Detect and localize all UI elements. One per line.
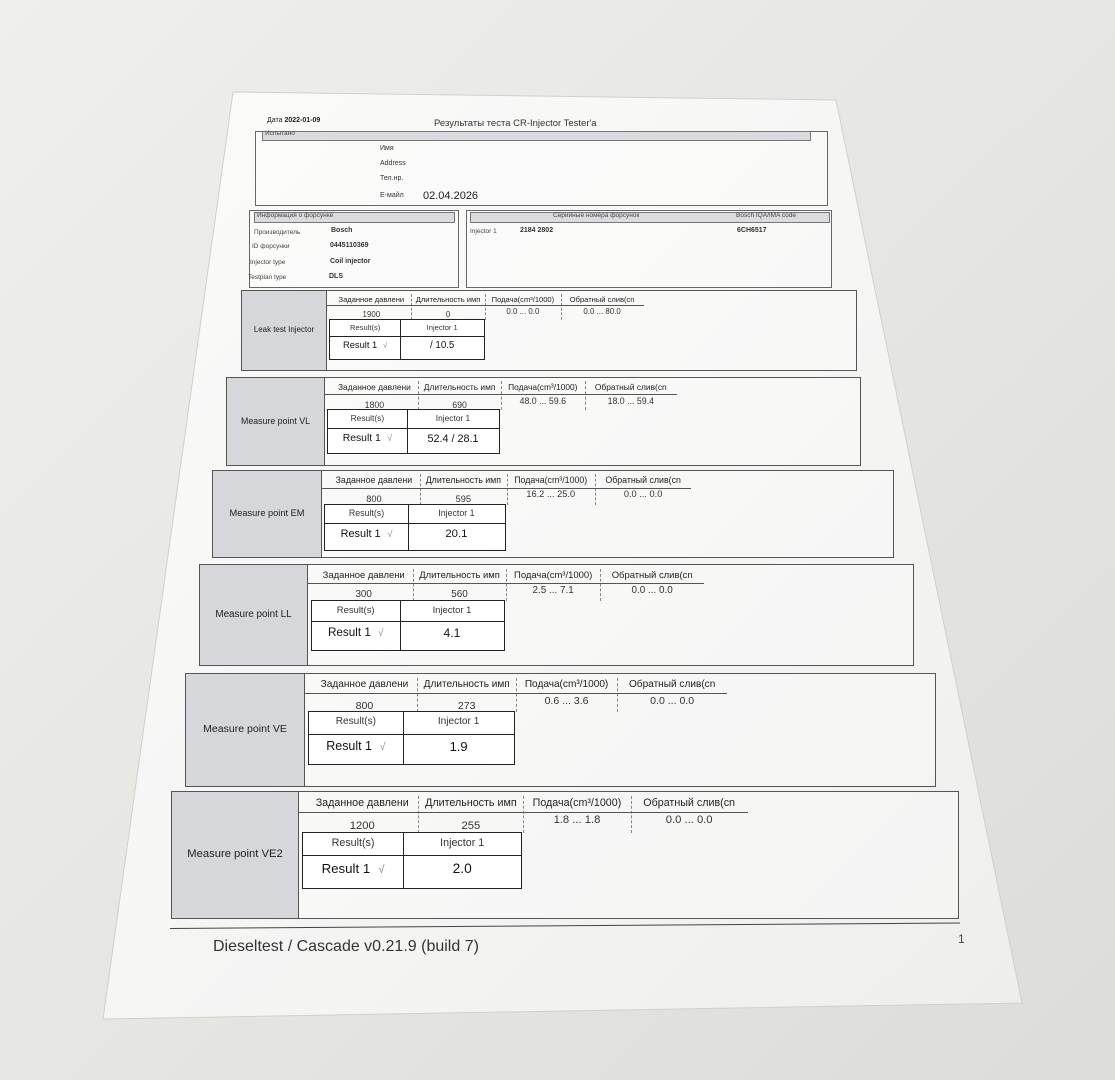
- check-icon: √: [387, 529, 393, 540]
- results-header: Result(s): [331, 836, 375, 849]
- injector-header: Injector 1: [438, 508, 475, 519]
- result-value: 52.4 / 28.1: [427, 432, 479, 445]
- result-table-rule: [330, 336, 484, 337]
- result-table: [302, 832, 522, 889]
- test-name: Leak test Injector: [253, 325, 315, 335]
- column-value: 0.0 ... 0.0: [650, 695, 695, 708]
- injector-header: Injector 1: [440, 836, 485, 849]
- column-value: 1200: [349, 819, 375, 832]
- column-divider: [418, 796, 419, 833]
- result-row-label: [303, 861, 403, 876]
- code-value: 6CH6517: [737, 227, 767, 234]
- column-value: 800: [366, 493, 382, 504]
- result-table-rule: [325, 523, 505, 524]
- result-value: 20.1: [445, 528, 468, 541]
- serial-injector-label: Injector 1: [470, 228, 497, 235]
- result-table: [311, 600, 506, 651]
- serial-value: 2184 2802: [520, 227, 554, 234]
- test-section: [241, 290, 857, 371]
- injector-header: Injector 1: [437, 716, 480, 728]
- software-version: Dieseltest / Cascade v0.21.9 (build 7): [213, 938, 479, 955]
- serials-header-label: Серийные номера форсунок: [553, 212, 640, 219]
- column-header: Обратный слив(cn: [628, 678, 716, 690]
- page-number: 1: [958, 932, 965, 946]
- column-value: 2.5 ... 7.1: [532, 584, 574, 596]
- test-section: [199, 564, 914, 666]
- header-underline: [324, 394, 677, 395]
- column-header: Обратный слив(cn: [569, 294, 635, 304]
- column-divider: [420, 474, 421, 504]
- column-value: 48.0 ... 59.6: [519, 395, 567, 406]
- column-divider: [600, 569, 601, 601]
- column-divider: [506, 569, 507, 601]
- injector-id-value: 0445110369: [330, 242, 369, 249]
- name-label: Имя: [380, 145, 394, 152]
- result-row-label: [325, 528, 407, 540]
- result-table: [324, 504, 506, 551]
- manufacturer-value: Bosch: [331, 227, 353, 234]
- column-header: Подача(cm³/1000): [514, 569, 593, 581]
- check-icon: √: [378, 864, 385, 877]
- injector-info-label: Информация о форсунке: [257, 212, 334, 219]
- check-icon: √: [378, 628, 384, 640]
- result-value: 1.9: [449, 739, 468, 755]
- tested-section-label: Испытано: [265, 130, 295, 137]
- column-header: Обратный слив(cn: [594, 382, 667, 392]
- column-value: 300: [355, 589, 372, 601]
- column-header: Длительность имп: [425, 797, 517, 810]
- column-header: Длительность имп: [423, 382, 496, 392]
- results-header: Result(s): [336, 604, 375, 616]
- test-section: [226, 377, 861, 466]
- check-icon: √: [387, 432, 393, 443]
- result-row-text: Result 1: [342, 340, 378, 351]
- results-header: Result(s): [350, 322, 381, 332]
- column-header: Подача(cm³/1000): [524, 678, 609, 690]
- testplan-type-label: Testplan type: [248, 274, 287, 281]
- column-divider: [507, 474, 508, 504]
- check-icon: √: [382, 341, 388, 351]
- results-header: Result(s): [335, 716, 377, 728]
- column-header: Подача(cm³/1000): [491, 294, 555, 304]
- check-icon: √: [379, 741, 386, 754]
- column-value: 273: [457, 699, 476, 712]
- test-name: Measure point VE2: [187, 847, 283, 860]
- column-divider: [617, 678, 618, 713]
- code-header-label: Bosch IQA/IMA code: [736, 212, 796, 219]
- column-divider: [631, 796, 632, 833]
- column-value: 1800: [364, 399, 385, 410]
- test-name: Measure point EM: [229, 508, 305, 519]
- test-name-cell: [200, 565, 308, 665]
- column-divider: [595, 474, 596, 504]
- column-value: 16.2 ... 25.0: [526, 489, 576, 500]
- test-name: Measure point VL: [241, 415, 310, 426]
- test-name: Measure point VE: [203, 723, 287, 736]
- report-title: Результаты теста CR-Injector Tester'a: [434, 118, 597, 129]
- column-header: Заданное давлени: [335, 475, 413, 486]
- column-header: Заданное давлени: [322, 569, 405, 581]
- column-divider: [413, 569, 414, 601]
- test-section: [212, 470, 894, 558]
- result-row-text: Result 1: [326, 739, 372, 754]
- column-header: Подача(cm³/1000): [532, 797, 622, 810]
- result-table-rule: [312, 621, 505, 622]
- column-header: Заданное давлени: [337, 382, 411, 392]
- result-value: / 10.5: [430, 340, 455, 352]
- column-header: Обратный слив(cn: [611, 569, 693, 581]
- column-value: 690: [452, 399, 467, 410]
- result-row-text: Result 1: [321, 861, 371, 877]
- result-value: 2.0: [452, 861, 472, 877]
- tested-box: [255, 131, 828, 206]
- column-header: Подача(cm³/1000): [514, 475, 588, 486]
- result-value: 4.1: [443, 626, 461, 641]
- column-value: 255: [461, 819, 481, 832]
- column-value: 0.0 ... 0.0: [631, 584, 673, 596]
- test-name-cell: [242, 291, 327, 370]
- injector-header: Injector 1: [426, 322, 458, 332]
- test-name: Measure point LL: [215, 608, 292, 620]
- testplan-type-value: DLS: [329, 273, 343, 280]
- column-header: Заданное давлени: [338, 294, 405, 304]
- result-row-label: [328, 433, 406, 444]
- header-underline: [298, 812, 748, 813]
- column-divider: [501, 381, 502, 410]
- column-header: Длительность имп: [425, 475, 502, 486]
- result-row-text: Result 1: [342, 432, 381, 444]
- date-value: 2022-01-09: [284, 117, 321, 124]
- test-name-cell: [227, 378, 325, 465]
- result-row-text: Result 1: [340, 528, 381, 541]
- column-value: 0: [445, 310, 451, 320]
- injector-header: Injector 1: [435, 413, 471, 424]
- column-divider: [417, 678, 418, 713]
- header-underline: [304, 693, 727, 694]
- email-value: 02.04.2026: [423, 190, 479, 202]
- results-header: Result(s): [348, 508, 385, 519]
- column-divider: [585, 381, 586, 410]
- injector-type-label: Injector type: [250, 259, 286, 266]
- column-divider: [485, 294, 486, 320]
- result-row-label: [309, 739, 403, 753]
- test-name-cell: [213, 471, 322, 557]
- column-header: Длительность имп: [415, 294, 481, 304]
- column-value: 0.0 ... 80.0: [583, 306, 621, 316]
- column-header: Заданное давлени: [315, 797, 409, 810]
- result-row-label: [312, 626, 400, 639]
- column-divider: [411, 294, 412, 320]
- result-table-rule: [309, 734, 514, 735]
- column-divider: [418, 381, 419, 410]
- column-divider: [561, 294, 562, 320]
- header-underline: [307, 583, 704, 584]
- tested-header: [262, 131, 811, 141]
- column-value: 0.0 ... 0.0: [623, 489, 663, 500]
- column-value: 595: [455, 493, 472, 504]
- column-header: Подача(cm³/1000): [508, 382, 578, 392]
- column-value: 0.6 ... 3.6: [544, 695, 589, 708]
- column-divider: [516, 678, 517, 713]
- results-header: Result(s): [350, 413, 385, 424]
- injector-type-value: Coil injector: [330, 258, 371, 265]
- email-label: E-майл: [380, 192, 404, 199]
- date-label: Дата 2022-01-09: [267, 117, 321, 124]
- manufacturer-label: Производитель: [254, 229, 301, 236]
- injector-header: Injector 1: [432, 604, 472, 616]
- phone-label: Тел.нр.: [380, 175, 404, 182]
- test-name-cell: [172, 792, 299, 918]
- address-label: Address: [380, 160, 406, 167]
- column-header: Заданное давлени: [320, 678, 409, 690]
- column-value: 1.8 ... 1.8: [553, 814, 601, 827]
- test-section: [171, 791, 959, 919]
- test-name-cell: [186, 674, 305, 786]
- result-table-rule: [328, 428, 499, 429]
- test-section: [185, 673, 936, 787]
- result-row-label: [330, 340, 401, 350]
- header-underline: [321, 488, 691, 489]
- result-table-rule: [303, 855, 521, 856]
- column-value: 1900: [362, 310, 381, 320]
- column-value: 18.0 ... 59.4: [607, 395, 655, 406]
- column-header: Длительность имп: [419, 569, 500, 581]
- column-header: Длительность имп: [423, 678, 510, 690]
- column-divider: [523, 796, 524, 833]
- column-value: 0.0 ... 0.0: [506, 306, 540, 316]
- column-header: Обратный слив(cn: [605, 475, 681, 486]
- result-table: [308, 711, 515, 765]
- result-row-text: Result 1: [327, 626, 371, 640]
- column-value: 800: [355, 699, 374, 712]
- header-underline: [326, 305, 644, 306]
- result-table: [327, 409, 500, 454]
- column-value: 560: [451, 589, 468, 601]
- result-table: [329, 319, 485, 360]
- column-value: 0.0 ... 0.0: [665, 814, 713, 827]
- injector-id-label: ID форсунки: [252, 243, 290, 250]
- column-header: Обратный слив(cn: [643, 797, 736, 810]
